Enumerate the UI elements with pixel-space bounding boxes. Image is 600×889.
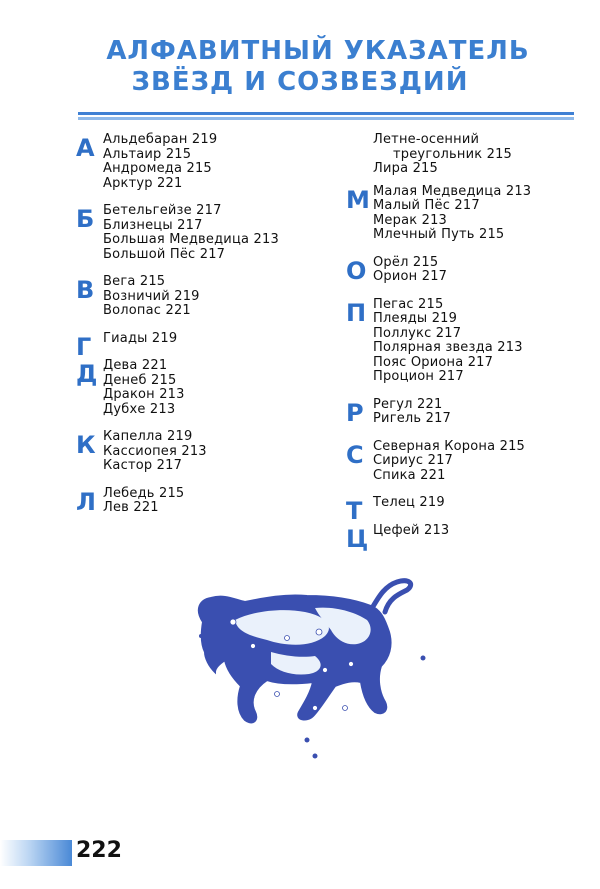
index-entry: Волопас 221 [103, 303, 191, 318]
index-letter: М [346, 185, 370, 214]
index-group [346, 133, 531, 177]
index-entry: Лев 221 [103, 500, 159, 515]
page-number-band [0, 840, 72, 866]
index-group [346, 298, 531, 385]
index-group [76, 275, 279, 319]
index-letter: Л [76, 487, 96, 516]
index-entry: Регул 221 [373, 396, 443, 412]
index-entry: Телец 219 [373, 495, 445, 510]
title-line-1: АЛФАВИТНЫЙ УКАЗАТЕЛЬ [106, 36, 530, 66]
index-entry: Лира 215 [373, 161, 438, 176]
index-entry: Арктур 221 [103, 175, 183, 191]
index-letter: Б [76, 205, 95, 233]
index-letter: С [346, 440, 364, 469]
index-entry: Летне-осенний [373, 132, 480, 147]
index-entry: Капелла 219 [103, 429, 193, 444]
index-letter: Г [76, 332, 92, 361]
index-letter: В [76, 276, 95, 304]
index-entry: Спика 221 [373, 467, 446, 483]
index-group [76, 359, 279, 417]
index-letter: К [76, 431, 96, 459]
index-entry: треугольник 215 [393, 146, 513, 162]
index-entry: Бетельгейзе 217 [103, 203, 222, 218]
index-entry: Лебедь 215 [103, 485, 185, 501]
title-divider [78, 112, 574, 120]
index-entry: Малый Пёс 217 [373, 198, 480, 213]
index-letter: О [346, 256, 367, 285]
index-entry: Большой Пёс 217 [103, 246, 226, 262]
index-group [76, 487, 279, 516]
index-entry: Пегас 215 [373, 296, 444, 312]
index-letter: Д [76, 360, 98, 388]
index-entry: Цефей 213 [373, 522, 450, 538]
index-entry: Пояс Ориона 217 [373, 354, 494, 370]
index-entry: Дракон 213 [103, 387, 185, 402]
index-entry: Вега 215 [103, 274, 166, 289]
index-group [346, 522, 531, 553]
index-entry: Альтаир 215 [103, 146, 192, 162]
index-group [346, 398, 531, 427]
index-group [76, 330, 279, 361]
page-title [0, 36, 600, 98]
index-letter: А [76, 134, 95, 162]
index-column-left [76, 133, 279, 529]
index-entry: Андромеда 215 [103, 161, 212, 176]
index-entry: Дубхе 213 [103, 401, 176, 417]
index-entry: Малая Медведица 213 [373, 183, 532, 199]
index-group [76, 430, 279, 474]
index-group [346, 495, 531, 525]
index-group [346, 440, 531, 484]
page-number: 222 [76, 838, 122, 863]
index-column-right [346, 133, 531, 551]
index-entry: Плеяды 219 [373, 311, 458, 326]
index-entry: Мерак 213 [373, 212, 448, 228]
index-group [346, 256, 531, 285]
index-entry: Полярная звезда 213 [373, 340, 523, 355]
index-entry: Млечный Путь 215 [373, 227, 505, 242]
great-dog-constellation-icon [175, 560, 445, 770]
index-entry: Ригель 217 [373, 411, 452, 426]
index-entry: Сириус 217 [373, 453, 454, 468]
index-entry: Близнецы 217 [103, 217, 203, 233]
index-entry: Возничий 219 [103, 288, 200, 304]
index-entry: Кастор 217 [103, 458, 183, 473]
index-group [76, 204, 279, 262]
index-entry: Альдебаран 219 [103, 132, 218, 147]
index-group [76, 133, 279, 191]
index-letter: Ц [346, 524, 369, 553]
index-entry: Большая Медведица 213 [103, 232, 279, 247]
index-letter: Т [346, 497, 363, 525]
index-entry: Денеб 215 [103, 372, 177, 388]
index-entry: Северная Корона 215 [373, 438, 526, 454]
index-entry: Орёл 215 [373, 254, 439, 270]
title-line-2: ЗВЁЗД И СОЗВЕЗДИЙ [131, 67, 469, 97]
index-group [346, 185, 531, 243]
index-entry: Кассиопея 213 [103, 443, 207, 459]
index-entry: Гиады 219 [103, 330, 178, 346]
index-entry: Поллукс 217 [373, 325, 462, 341]
index-entry: Орион 217 [373, 269, 448, 284]
index-letter: П [346, 298, 367, 327]
index-entry: Процион 217 [373, 369, 464, 384]
index-letter: Р [346, 398, 364, 427]
index-entry: Дева 221 [103, 358, 168, 373]
